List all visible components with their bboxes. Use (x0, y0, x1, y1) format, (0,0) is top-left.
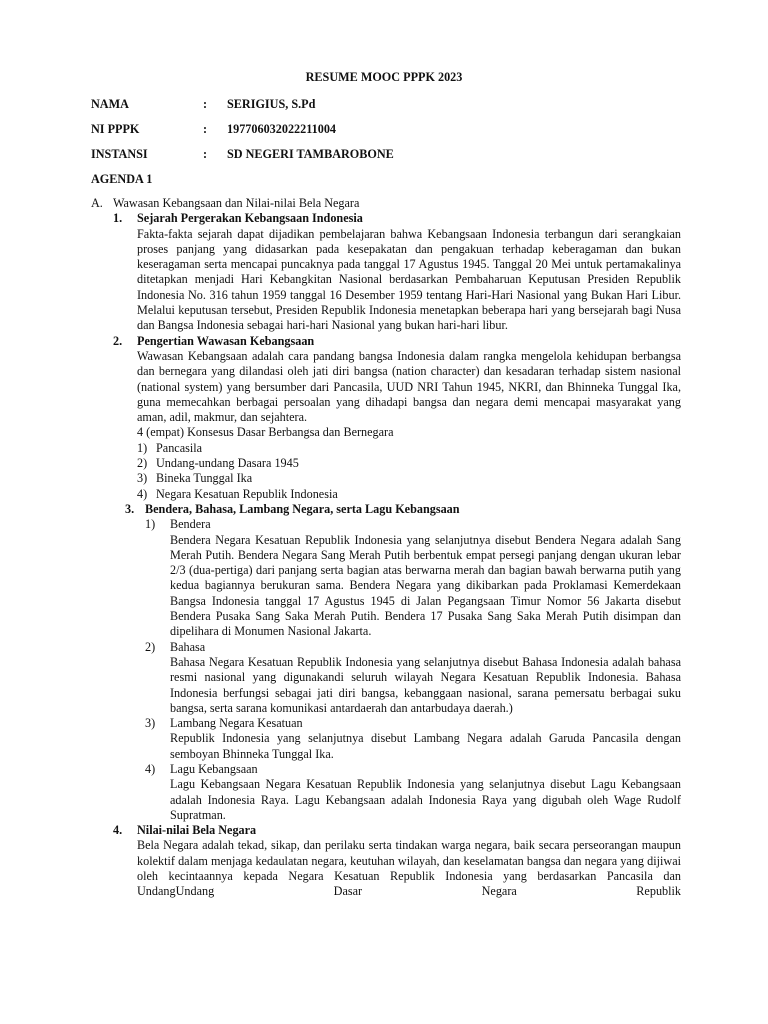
subsection-heading-3 (91, 502, 681, 517)
item-title: Lagu Kebangsaan (170, 761, 258, 776)
item-marker: 3) (145, 716, 156, 731)
subsection-marker: 1. (113, 211, 123, 226)
subsection-heading-1 (91, 211, 681, 226)
paragraph-bendera: Bendera Negara Kesatuan Republik Indonesia yang selanjutnya disebut Bendera Negara adalah Sang Merah Putih. Bendera Negara Sang Merah Putih berbentuk empat persegi panjang dengan ukuran lebar 2/3 (dua-pertiga) dari panjang serta bagian atas berwarna merah dan bagian bawah berwarna putih yang kedua bagiannya berukuran sama. Bendera Negara yang dikibarkan pada Proklamasi Kemerdekaan Bangsa Indonesia tanggal 17 Agustus 1945 di Jalan Pegangsaan Timur Nomor 56 Jakarta disebut Bendera Pusaka Sang Saka Merah Putih. Bendera 17 Pusaka Sang Saka Merah Putih disimpan dan dipelihara di Monumen Nasional Jakarta. (170, 532, 681, 639)
list-marker: 3) (137, 471, 148, 486)
item-lagu (91, 762, 681, 777)
subsection-title: Pengertian Wawasan Kebangsaan (137, 333, 315, 348)
list-text: Negara Kesatuan Republik Indonesia (156, 486, 338, 501)
list-text: Pancasila (156, 440, 203, 455)
subsection-title: Nilai-nilai Bela Negara (137, 823, 257, 838)
item-marker: 1) (145, 517, 156, 532)
konsensus-title: 4 (empat) Konsesus Dasar Berbangsa dan Bernegara (137, 425, 394, 440)
paragraph-bahasa: Bahasa Negara Kesatuan Republik Indonesia yang selanjutnya disebut Bahasa Indonesia adalah bahasa resmi nasional yang digunakandi seluruh wilayah Negara Kesatuan Republik Indonesia. Bahasa Indonesia berfungsi sebagai jati diri bangsa, kebanggaan nasional, sarana pemersatu berbagai suku bangsa, serta sarana komunikasi antardaerah dan antarbudaya daerah.) (170, 654, 681, 715)
info-value: SD NEGERI TAMBAROBONE (227, 147, 394, 161)
item-title: Bahasa (170, 639, 206, 654)
subsection-marker: 2. (113, 333, 123, 348)
list-text: Undang-undang Dasara 1945 (156, 456, 299, 471)
paragraph-wawasan: Wawasan Kebangsaan adalah cara pandang bangsa Indonesia dalam rangka mengelola kehidupan berbangsa dan bernegara yang dilandasi oleh jati diri bangsa (nation character) dan kesadaran terhadap sistem nasional (national system) yang bersumber dari Pancasila, UUD NRI Tahun 1945, NKRI, dan Bhinneka Tunggal Ika, guna memecahkan berbagai persoalan yang dihadapi bangsa dan negara demi mencapai masyarakat yang aman, adil, makmur, dan sejahtera. (137, 348, 681, 425)
paragraph-sejarah: Fakta-fakta sejarah dapat dijadikan pembelajaran bahwa Kebangsaan Indonesia terbangun dari serangkaian proses panjang yang didasarkan pada kesepakatan dan pengakuan terhadap keberagaman dan bukan keseragaman serta mencapai puncaknya pada tanggal 17 Agustus 1945. Tanggal 20 Mei untuk pertamakalinya ditetapkan menjadi Hari Kebangkitan Nasional berdasarkan Pembaharuan Keputusan Presiden Republik Indonesia No. 316 tahun 1959 tanggal 16 Desember 1959 tentang Hari-Hari Nasional yang Bukan Hari Libur. Melalui keputusan tersebut, Presiden Republik Indonesia menetapkan beberapa hari yang bersejarah bagi Nusa dan Bangsa Indonesia sebagai hari-hari Nasional yang bukan hari-hari libur. (137, 226, 681, 333)
info-value: 197706032022211004 (227, 122, 337, 136)
item-lambang (91, 716, 681, 731)
item-marker: 2) (145, 639, 156, 654)
section-title: Wawasan Kebangsaan dan Nilai-nilai Bela Negara (113, 196, 360, 210)
subsection-heading-2 (91, 334, 681, 349)
subsection-title: Sejarah Pergerakan Kebangsaan Indonesia (137, 211, 363, 226)
paragraph-bela-negara: Bela Negara adalah tekad, sikap, dan perilaku serta tindakan warga negara, baik secara perseorangan maupun kolektif dalam menjaga kedaulatan negara, keutuhan wilayah, dan keselamatan bangsa dan negara yang dijiwai oleh kecintaannya kepada Negara Kesatuan Republik Indonesia yang berdasarkan Pancasila dan UndangUndang Dasar Negara Republik (137, 838, 681, 899)
section-marker: A. (91, 196, 103, 210)
list-item (137, 471, 681, 486)
document-body (91, 196, 681, 900)
document-title: RESUME MOOC PPPK 2023 (305, 70, 463, 84)
info-label: NAMA (91, 97, 129, 111)
section-a-heading (91, 196, 681, 211)
list-item (137, 456, 681, 471)
agenda-heading: AGENDA 1 (91, 172, 153, 186)
list-item (137, 487, 681, 502)
info-colon: : (203, 122, 208, 136)
item-title: Bendera (170, 517, 211, 532)
list-marker: 2) (137, 456, 148, 471)
subsection-heading-4 (91, 823, 681, 838)
subsection-title: Bendera, Bahasa, Lambang Negara, serta Lagu Kebangsaan (145, 501, 460, 516)
subsection-marker: 4. (113, 823, 123, 838)
list-text: Bineka Tunggal Ika (156, 471, 253, 486)
item-title: Lambang Negara Kesatuan (170, 716, 303, 731)
subsection-marker: 3. (125, 501, 135, 516)
info-value: SERIGIUS, S.Pd (227, 97, 316, 111)
paragraph-lagu: Lagu Kebangsaan Negara Kesatuan Republik Indonesia yang selanjutnya disebut Lagu Kebangsaan adalah Indonesia Raya. Lagu Kebangsaan adalah Indonesia Raya yang digubah oleh Wage Rudolf Supratman. (170, 777, 681, 822)
info-label: INSTANSI (91, 147, 148, 161)
info-colon: : (203, 97, 208, 111)
konsensus-list (91, 441, 681, 502)
list-marker: 4) (137, 486, 148, 501)
paragraph-lambang: Republik Indonesia yang selanjutnya disebut Lambang Negara adalah Garuda Pancasila dengan semboyan Bhinneka Tunggal Ika. (170, 731, 681, 761)
list-item (137, 441, 681, 456)
list-marker: 1) (137, 440, 148, 455)
info-colon: : (203, 147, 208, 161)
item-bahasa (91, 640, 681, 655)
info-label: NI PPPK (91, 122, 140, 136)
item-bendera (91, 517, 681, 532)
item-marker: 4) (145, 761, 156, 776)
